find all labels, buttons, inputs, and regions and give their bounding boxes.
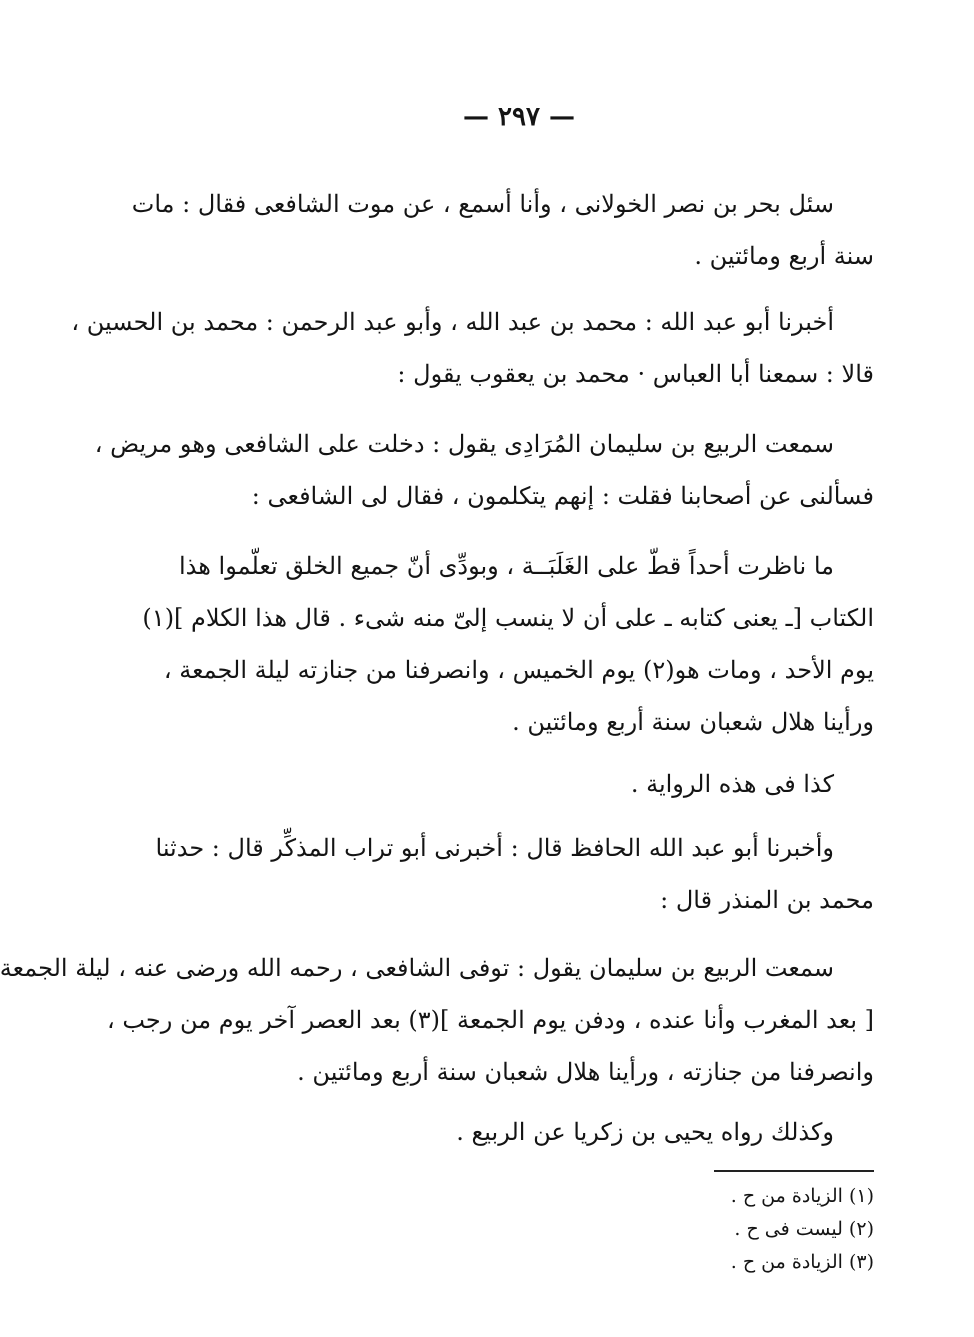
text-line: وكذلك رواه يحيى بن زكريا عن الربيع . (456, 1118, 834, 1146)
text-line: سمعت الربيع بن سليمان يقول : توفى الشافعى ، رحمه الله ورضى عنه ، ليلة الجمعة (0, 954, 834, 982)
text-line: قالا : سمعنا أبا العباس · محمد بن يعقوب يقول : (397, 360, 874, 388)
text-line: وأخبرنا أبو عبد الله الحافظ قال : أخبرنى أبو تراب المذكِّر قال : حدثنا (155, 834, 834, 862)
paragraph-2 (71, 296, 874, 400)
text-line: سئل بحر بن نصر الخولانى ، وأنا أسمع ، عن موت الشافعى فقال : مات (131, 190, 834, 218)
paragraph-7 (0, 942, 874, 1098)
text-line: كذا فى هذه الرواية . (630, 770, 834, 798)
text-line: سمعت الربيع بن سليمان المُرَادِى يقول : دخلت على الشافعى وهو مريض ، (94, 430, 834, 458)
paragraph-6 (155, 822, 874, 926)
paragraph-8 (184, 1106, 874, 1158)
text-line: الكتاب [ـ يعنى كتابه ـ على أن لا ينسب إلىّ منه شىء . قال هذا الكلام ](١) (142, 604, 874, 632)
text-line: محمد بن المنذر قال : (660, 886, 874, 914)
paragraph-3 (94, 418, 874, 522)
footnote-2: (٢) ليست فى ح . (734, 1218, 874, 1240)
text-line: أخبرنا أبو عبد الله : محمد بن عبد الله ، وأبو عبد الرحمن : محمد بن الحسين ، (71, 308, 834, 336)
footnotes (574, 1180, 874, 1279)
paragraph-4 (142, 540, 874, 748)
text-line: ما ناظرت أحداً قطّ على الغَلَبَــة ، وبودِّى أنّ جميع الخلق تعلّموا هذا (178, 552, 834, 580)
text-line: ورأينا هلال شعبان سنة أربع ومائتين . (512, 708, 874, 736)
paragraph-5 (184, 758, 874, 810)
text-line: فسألنى عن أصحابنا فقلت : إنهم يتكلمون ، فقال لى الشافعى : (251, 482, 874, 510)
text-line: سنة أربع ومائتين . (694, 242, 874, 270)
paragraph-1 (131, 178, 874, 282)
footnote-divider (714, 1170, 874, 1172)
text-line: يوم الأحد ، ومات هو(٢) يوم الخميس ، وانصرفنا من جنازته ليلة الجمعة ، (163, 656, 874, 684)
footnote-3: (٣) الزيادة من ح . (730, 1251, 874, 1273)
text-line: [ بعد المغرب وأنا عنده ، ودفن يوم الجمعة ](٣) بعد العصر آخر يوم من رجب ، (106, 1006, 874, 1034)
text-line: وانصرفنا من جنازته ، ورأينا هلال شعبان سنة أربع ومائتين . (297, 1058, 874, 1086)
page-number: — ٢٩٧ — (462, 102, 576, 132)
footnote-1: (١) الزيادة من ح . (730, 1185, 874, 1207)
